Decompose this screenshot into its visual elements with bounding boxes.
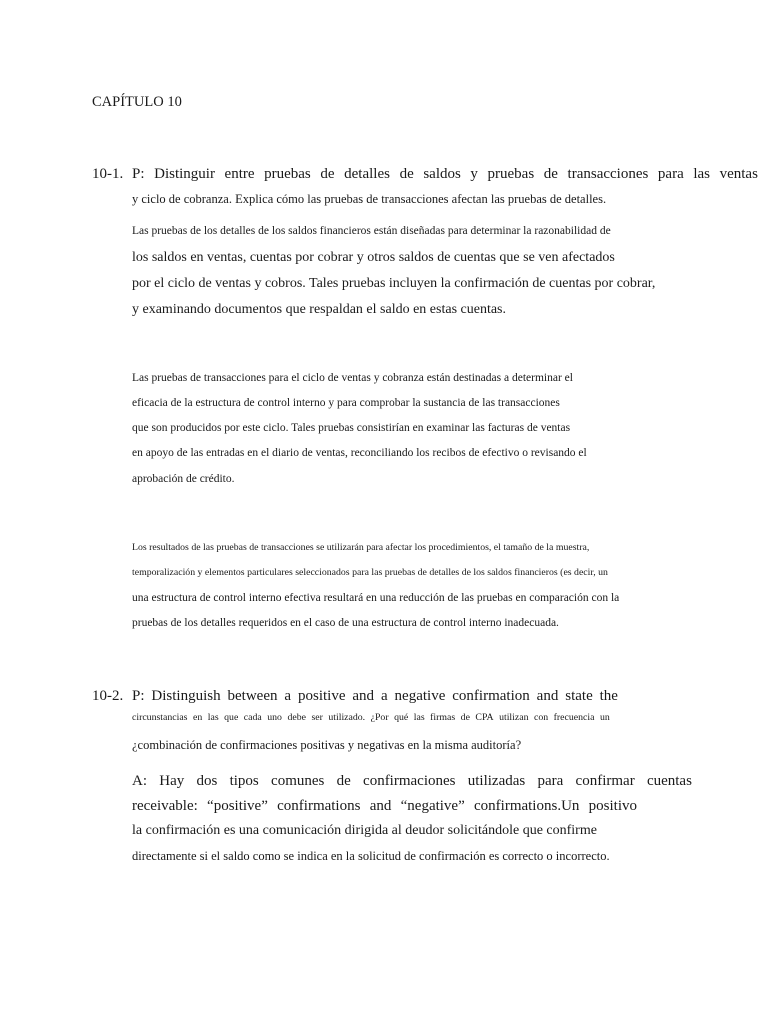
answer-10-2-line1-word: para (537, 773, 564, 789)
answer-10-2-line1-word: tipos (229, 773, 259, 789)
question-10-2-line2-word: cada (243, 712, 262, 723)
answer-10-1-para3-line1: Los resultados de las pruebas de transacciones se utilizarán para afectar los procedimientos, el tamaño de la muestra, (132, 542, 590, 553)
question-10-1-line1-word: transacciones (567, 166, 649, 182)
answer-10-1-para2-line4: en apoyo de las entradas en el diario de ventas, reconciliando los recibos de efectivo o revisando el (132, 447, 587, 459)
answer-10-2-line1-word: confirmaciones (363, 773, 456, 789)
question-10-2-line2-word: circunstancias (132, 712, 188, 723)
question-10-2-line2-word: de (460, 712, 470, 723)
answer-10-1-para1-line1: Las pruebas de los detalles de los saldos financieros están diseñadas para determinar la razonabilidad de (132, 225, 611, 237)
question-10-2-line1-word: the (599, 688, 618, 704)
question-10-1-line1-word: y (470, 166, 478, 182)
answer-10-1-para3-line4: pruebas de los detalles requeridos en el caso de una estructura de control interno inadecuada. (132, 617, 559, 629)
question-10-1-line1-word: saldos (423, 166, 461, 182)
answer-10-2-line2-word: and (369, 798, 392, 814)
question-10-2-line2-word: uno (267, 712, 282, 723)
question-10-2-line1 (132, 688, 618, 705)
answer-10-2-line4: directamente si el saldo como se indica en la solicitud de confirmación es correcto o incorrecto. (132, 849, 610, 863)
question-10-2-line2-word: las (413, 712, 425, 723)
question-10-2-line2-word: utilizado. (328, 712, 366, 723)
question-10-2-line1-word: between (227, 688, 278, 704)
question-10-2-line2-word: qué (394, 712, 409, 723)
question-10-1-line2: y ciclo de cobranza. Explica cómo las pruebas de transacciones afectan las pruebas de detalles. (132, 192, 607, 206)
answer-10-2-line1-word: Hay (159, 773, 185, 789)
answer-10-1-para3-line3: una estructura de control interno efectiva resultará en una reducción de las pruebas en comparación con la (132, 592, 620, 604)
answer-10-1-para1-line2: los saldos en ventas, cuentas por cobrar y otros saldos de cuentas que se ven afectados (132, 250, 615, 265)
question-10-2-line1-word: positive (297, 688, 346, 704)
question-10-1-line1-word: de (543, 166, 558, 182)
question-10-1-line1-word: detalles (344, 166, 390, 182)
answer-10-2-line1 (132, 773, 692, 790)
question-10-2-line1-word: confirmation (452, 688, 530, 704)
question-10-1-line1-word: Distinguir (154, 166, 215, 182)
question-10-2-line3: ¿combinación de confirmaciones positivas y negativas en la misma auditoría? (132, 738, 522, 752)
question-10-2-line1-word: Distinguish (151, 688, 221, 704)
answer-10-2-line1-word: comunes (271, 773, 325, 789)
question-10-2-line1-word: P: (132, 688, 145, 704)
question-10-2-line2-word: utilizan (499, 712, 529, 723)
chapter-heading: CAPÍTULO 10 (92, 94, 182, 110)
answer-10-1-para1-line3: por el ciclo de ventas y cobros. Tales pruebas incluyen la confirmación de cuentas por cobrar, (132, 276, 656, 291)
question-10-2-line1-word: state (565, 688, 593, 704)
question-10-2-line2-word: un (599, 712, 610, 723)
question-number-10-1: 10-1. (92, 166, 124, 182)
question-10-1-line1-word: pruebas (264, 166, 311, 182)
answer-10-2-line2-word: positivo (588, 798, 637, 814)
question-10-2-line1-word: a (380, 688, 388, 704)
question-10-2-line2-word: ¿Por (370, 712, 389, 723)
question-10-1-line1 (132, 166, 758, 183)
answer-10-2-line1-word: cuentas (646, 773, 692, 789)
question-10-2-line2-word: que (224, 712, 239, 723)
question-10-1-line1-word: entre (224, 166, 255, 182)
answer-10-2-line2 (132, 798, 637, 815)
question-10-1-line1-word: para (657, 166, 684, 182)
answer-10-1-para1-line4: y examinando documentos que respaldan el saldo en estas cuentas. (132, 302, 506, 317)
answer-10-1-para2-line1: Las pruebas de transacciones para el ciclo de ventas y cobranza están destinadas a determinar el (132, 372, 573, 384)
question-10-2-line2-word: con (533, 712, 549, 723)
answer-10-2-line2-word: receivable: (132, 798, 198, 814)
question-10-2-line2-word: frecuencia (553, 712, 595, 723)
question-10-2-line2-word: las (207, 712, 219, 723)
question-10-2-line1-word: and (536, 688, 559, 704)
answer-10-2-line2-word: confirmations.Un (474, 798, 580, 814)
answer-10-2-line1-word: de (336, 773, 351, 789)
answer-10-2-line1-word: dos (196, 773, 218, 789)
answer-10-2-line2-word: “negative” (400, 798, 465, 814)
answer-10-2-line1-word: A: (132, 773, 147, 789)
answer-10-2-line1-word: confirmar (575, 773, 635, 789)
question-10-1-line1-word: de (399, 166, 414, 182)
answer-10-2-line3: la confirmación es una comunicación dirigida al deudor solicitándole que confirme (132, 823, 597, 838)
question-10-2-line2-word: en (193, 712, 203, 723)
question-10-2-line1-word: and (352, 688, 375, 704)
question-10-2-line2-word: ser (311, 712, 323, 723)
question-10-2-line2-word: firmas (430, 712, 456, 723)
question-10-2-line2 (132, 712, 610, 723)
answer-10-1-para2-line5: aprobación de crédito. (132, 473, 235, 485)
question-10-1-line1-word: P: (132, 166, 145, 182)
question-10-2-line1-word: negative (394, 688, 446, 704)
question-10-2-line2-word: CPA (475, 712, 494, 723)
question-10-2-line1-word: a (284, 688, 292, 704)
answer-10-1-para2-line3: que son producidos por este ciclo. Tales pruebas consistirían en examinar las facturas de ventas (132, 422, 571, 434)
answer-10-2-line2-word: “positive” (207, 798, 268, 814)
question-number-10-2: 10-2. (92, 688, 124, 704)
answer-10-2-line2-word: confirmations (277, 798, 361, 814)
question-10-1-line1-word: las (693, 166, 710, 182)
question-10-1-line1-word: de (320, 166, 335, 182)
answer-10-1-para3-line2: temporalización y elementos particulares seleccionados para las pruebas de detalles de los saldos financieros (es decir, un (132, 567, 608, 578)
question-10-1-line1-word: ventas (719, 166, 758, 182)
answer-10-1-para2-line2: eficacia de la estructura de control interno y para comprobar la sustancia de las transacciones (132, 397, 560, 409)
answer-10-2-line1-word: utilizadas (467, 773, 526, 789)
question-10-2-line2-word: debe (287, 712, 306, 723)
question-10-1-line1-word: pruebas (487, 166, 535, 182)
